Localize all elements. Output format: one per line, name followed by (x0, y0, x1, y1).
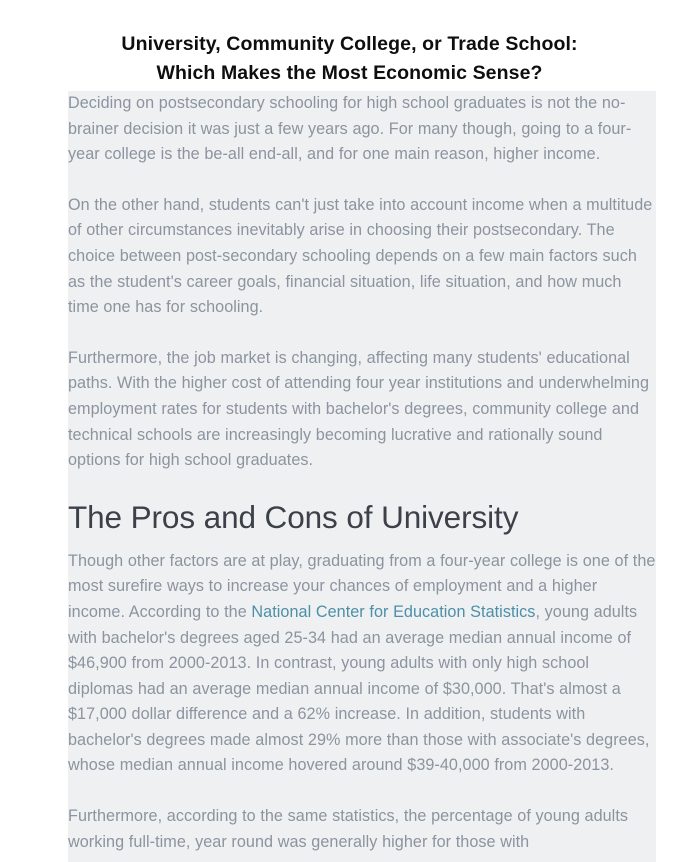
paragraph-pros-cons-rest: , young adults with bachelor's degrees aged 25-34 had an average median annual income of $46,900 from 2000-2013. In contrast, young adults with only high school diplomas had an average median annual income of $30,000. That's almost a $17,000 dollar difference and a 62% increase. In addition, students with bachelor's degrees made almost 29% more than those with associate's degrees, whose median annual income hovered around $39-40,000 from 2000-2013. (68, 602, 650, 775)
page-title-line-2: Which Makes the Most Economic Sense? (156, 62, 543, 84)
page-title (0, 0, 699, 88)
paragraph-other-hand: On the other hand, students can't just take into account income when a multitude of other circumstances inevitably arise in choosing their postsecondary. The choice between post-secondary schooling depends on a few main factors such as the student's career goals, financial situation, life situation, and how much time one has for schooling. (68, 195, 653, 317)
body-bottom-padding (68, 855, 656, 862)
heading-spacer-top (68, 474, 656, 496)
paragraph-full-time-truncated: Furthermore, according to the same statistics, the percentage of young adults working full-time, year round was generally higher for those with (68, 807, 629, 851)
article-body-selection[interactable] (68, 91, 656, 862)
section-heading-pros-cons: The Pros and Cons of University (68, 498, 519, 535)
paragraph-job-market: Furthermore, the job market is changing, affecting many students' educational paths. With the higher cost of attending four year institutions and underwhelming employment rates for students with bachelor's degrees, community college and technical schools are increasingly becoming lucrative and rationally sound options for high school graduates. (68, 348, 650, 470)
paragraph-spacer (68, 168, 656, 193)
paragraph-spacer (68, 779, 656, 804)
paragraph-spacer (68, 321, 656, 346)
paragraph-pros-cons (68, 549, 656, 779)
paragraph-pros-cons-lead: Though other factors are at play, graduating from a four-year college is one of the most surefire ways to increase your chances of employment and a higher income. According to the (68, 551, 656, 621)
page-title-line-1: University, Community College, or Trade School: (121, 33, 578, 55)
heading-spacer-bottom (68, 538, 656, 549)
paragraph-intro: Deciding on postsecondary schooling for high school graduates is not the no-brainer decision it was just a few years ago. For many though, going to a four-year college is the be-all end-all, and for one main reason, higher income. (68, 94, 632, 164)
link-national-center-education-statistics[interactable]: National Center for Education Statistics (251, 602, 536, 621)
